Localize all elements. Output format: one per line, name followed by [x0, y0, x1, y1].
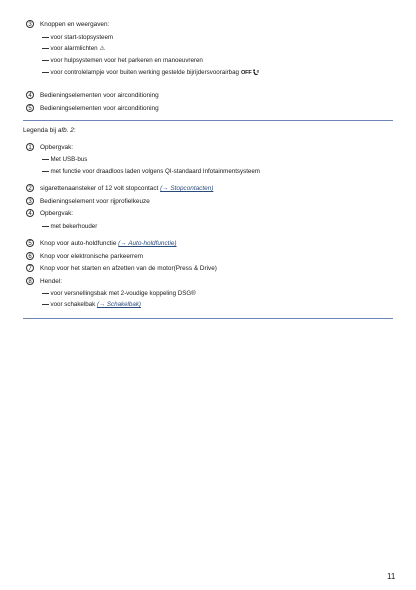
number-badge: 5 [26, 239, 34, 247]
sub-item: voor controlelampje voor buiten werking gestelde bijrijdersvoorairbag OFF [42, 68, 259, 78]
sub-item: voor schakelbak (→ Schakelbak) [50, 301, 141, 308]
sub-item: voor alarmlichten ⚠ [50, 45, 106, 52]
item-label: Knop voor het starten en afzetten van de motor(Press & Drive) [40, 265, 217, 272]
item-label: sigarettenaansteker of 12 volt stopcontact (→ Stopcontacten) [40, 185, 214, 192]
dash-icon [42, 226, 49, 227]
sub-item: voor hulpsystemen voor het parkeren en manoeuvreren [50, 57, 203, 64]
sub-item: Met USB-bus [50, 156, 88, 163]
number-badge: 4 [26, 209, 34, 217]
item-label: Bedieningselement voor rijprofielkeuze [40, 198, 150, 205]
airbag-off-icon: OFF [241, 69, 259, 78]
auto-holdfunctie-link[interactable]: (→ Auto-holdfunctie) [118, 240, 177, 247]
dash-icon [42, 293, 49, 294]
schakelbak-link[interactable]: (→ Schakelbak) [96, 301, 141, 308]
number-badge: 1 [26, 143, 34, 151]
item-label: Knop voor auto-holdfunctie (→ Auto-holdfunctie) [40, 240, 177, 247]
dash-icon [42, 37, 49, 38]
figure-ref: afb. 2 [57, 127, 74, 134]
number-badge: 7 [26, 264, 34, 272]
number-badge: 5 [26, 104, 34, 112]
item-label: Bedieningselementen voor airconditioning [40, 92, 159, 99]
dash-icon [42, 72, 49, 73]
item-label: Opbergvak: [40, 210, 74, 217]
sub-item: voor versnellingsbak met 2-voudige koppeling DSG® [50, 290, 196, 297]
sub-item: met functie voor draadloos laden volgens QI-standaard Infotainmentsysteem [50, 168, 260, 175]
number-badge: 4 [26, 91, 34, 99]
divider [23, 318, 393, 319]
sub-item: met bekerhouder [50, 223, 98, 230]
number-badge: 6 [26, 252, 34, 260]
number-badge: 8 [26, 277, 34, 285]
sub-item: voor start-stopsysteem [50, 34, 114, 41]
number-badge: 3 [26, 197, 34, 205]
stopcontacten-link[interactable]: (→ Stopcontacten) [160, 185, 214, 192]
hazard-triangle-icon: ⚠ [99, 46, 106, 52]
item-label: Opbergvak: [40, 144, 74, 151]
item-label: Knop voor elektronische parkeerrem [40, 253, 144, 260]
dash-icon [42, 171, 49, 172]
divider [23, 120, 393, 121]
item-label: Bedieningselementen voor airconditioning [40, 105, 159, 112]
item-label: Knoppen en weergaven: [40, 21, 110, 28]
number-badge: 3 [26, 20, 34, 28]
legend-heading: Legenda bij afb. 2: [23, 127, 76, 134]
dash-icon [42, 159, 49, 160]
dash-icon [42, 48, 49, 49]
dash-icon [42, 304, 49, 305]
number-badge: 2 [26, 184, 34, 192]
item-label: Hendel: [40, 278, 63, 285]
dash-icon [42, 60, 49, 61]
page-number: 11 [387, 572, 396, 581]
